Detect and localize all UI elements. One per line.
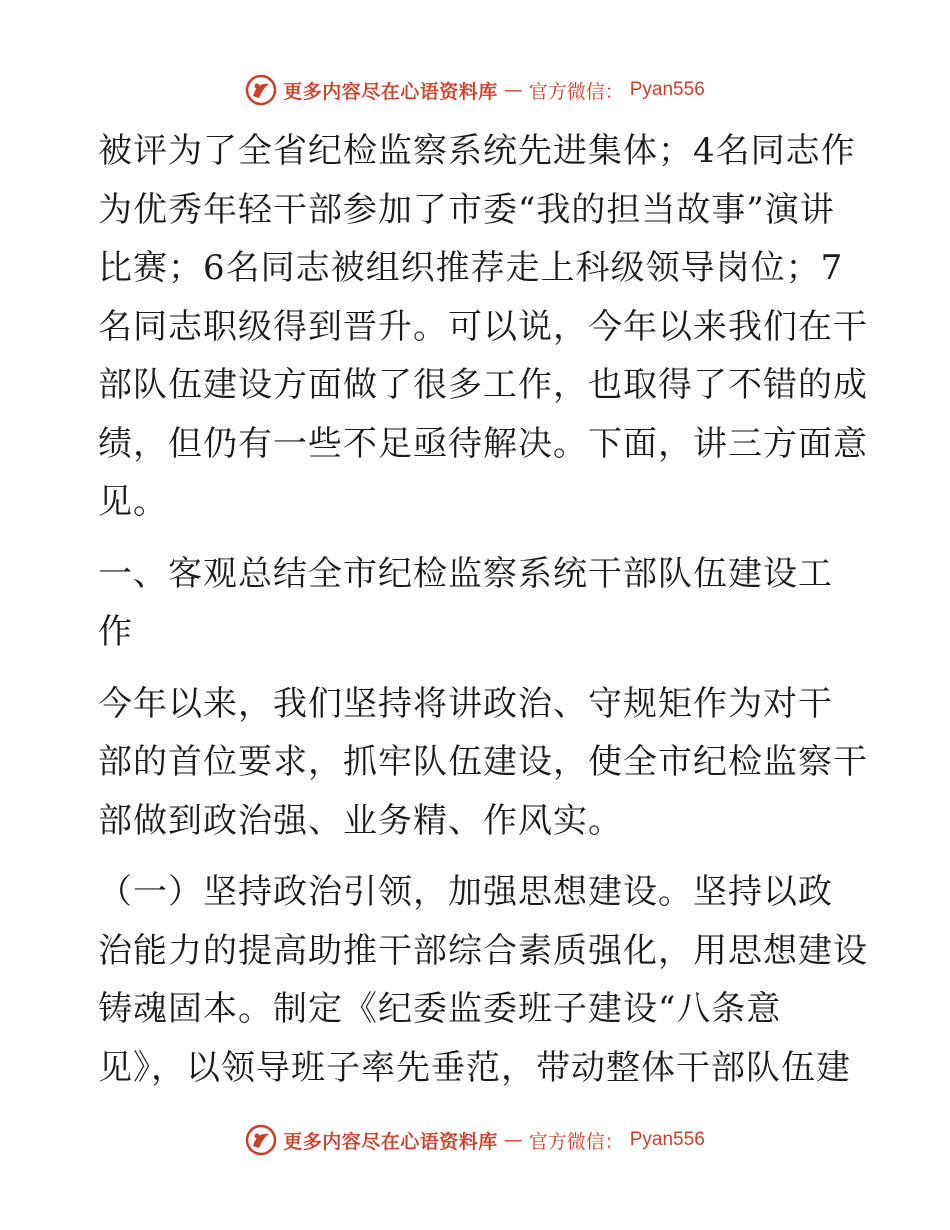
paragraph-3 — [98, 863, 868, 1097]
text-line: 被评为了全省纪检监察系统先进集体；4名同志作 — [98, 131, 856, 171]
text-line: 治能力的提高助推干部综合素质强化，用思想建设 — [98, 930, 868, 971]
text-line: （一）坚持政治引领，加强思想建设。坚持以政 — [98, 872, 833, 912]
text-line: 名同志职级得到晋升。可以说，今年以来我们在干 — [98, 306, 868, 347]
text-line: 部的首位要求，抓牢队伍建设，使全市纪检监察干 — [98, 742, 868, 782]
text-line: 铸魂固本。制定《纪委监委班子建设“八条意 — [98, 989, 782, 1029]
banner-separator: — — [503, 1129, 523, 1151]
brand-logo-icon — [245, 74, 277, 106]
banner-separator: — — [503, 79, 523, 101]
banner-contact-label: 官方微信： — [528, 80, 624, 103]
text-line: 今年以来，我们坚持将讲政治、守规矩作为对干 — [98, 683, 833, 724]
text-line: 作 — [98, 612, 133, 652]
text-line: 见》，以领导班子率先垂范，带动整体干部队伍建 — [98, 1047, 851, 1088]
text-line: 绩，但仍有一些不足亟待解决。下面，讲三方面意 — [98, 423, 868, 464]
banner-contact-id: Pyan556 — [629, 1129, 705, 1150]
header-banner — [0, 70, 950, 110]
banner-contact-id: Pyan556 — [629, 79, 705, 100]
paragraph-1 — [98, 122, 868, 532]
banner-contact-label: 官方微信： — [528, 1130, 624, 1153]
text-line: 为优秀年轻干部参加了市委“我的担当故事”演讲 — [98, 189, 835, 230]
text-line: 比赛；6名同志被组织推荐走上科级领导岗位；7 — [98, 248, 844, 288]
text-line: 一、客观总结全市纪检监察系统干部队伍建设工 — [98, 553, 833, 594]
banner-brand-text: 更多内容尽在心语资料库 — [283, 1130, 498, 1153]
text-line: 见。 — [98, 482, 168, 522]
paragraph-2 — [98, 675, 868, 851]
footer-banner — [0, 1120, 950, 1160]
text-line: 部做到政治强、业务精、作风实。 — [98, 800, 623, 841]
text-line: 部队伍建设方面做了很多工作，也取得了不错的成 — [98, 365, 868, 405]
document-body — [98, 122, 868, 1097]
brand-logo-icon — [245, 1124, 277, 1156]
section-heading — [98, 545, 858, 662]
banner-brand-text: 更多内容尽在心语资料库 — [283, 80, 498, 103]
